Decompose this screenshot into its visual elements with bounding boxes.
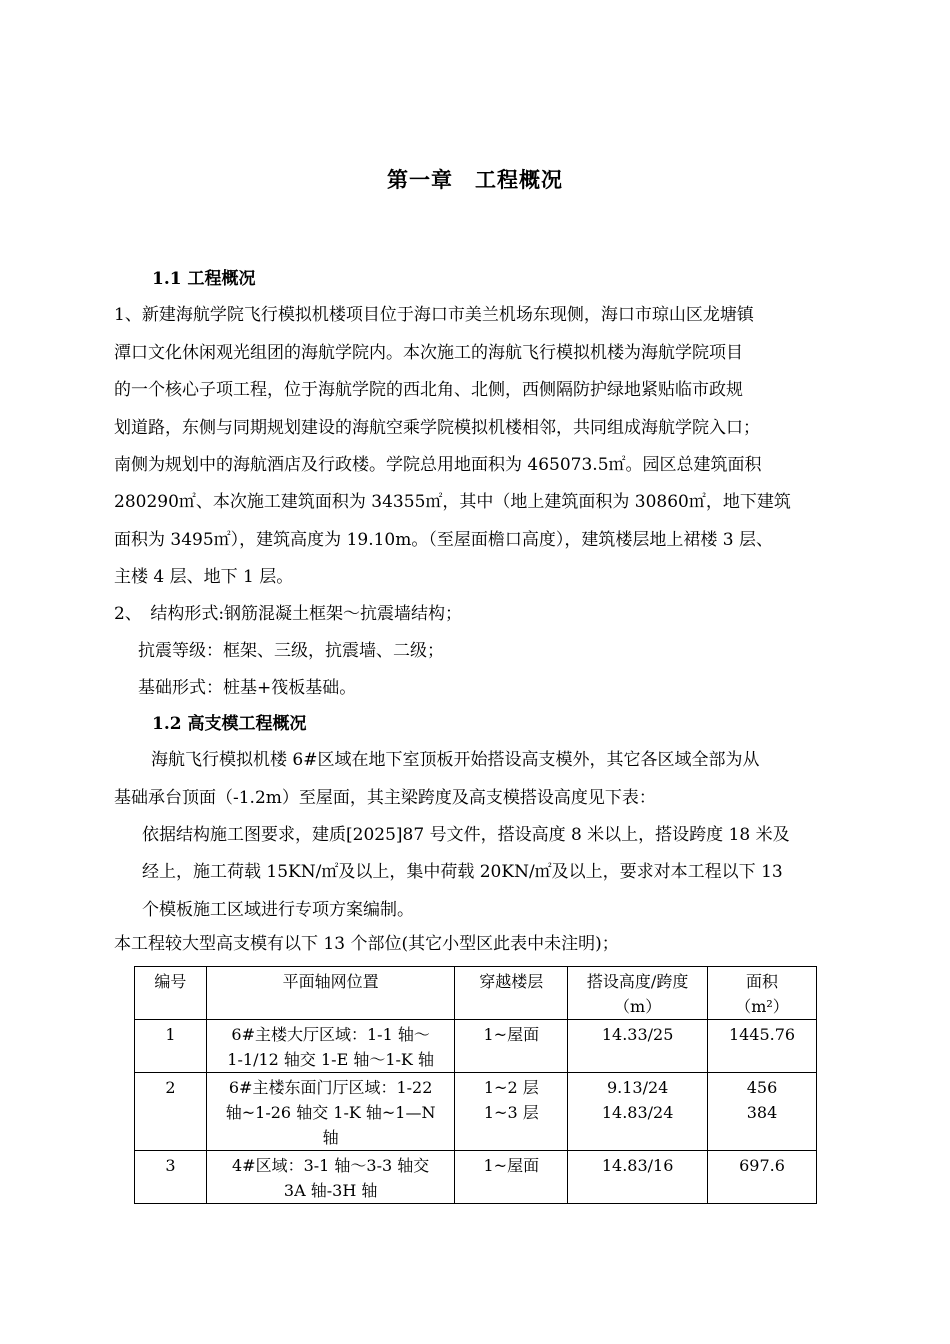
- table-row: [135, 1020, 817, 1073]
- table-cell: 1~屋面: [455, 1020, 568, 1073]
- table-intro: 本工程较大型高支模有以下 13 个部位(其它小型区此表中未注明)；: [114, 934, 619, 954]
- table-cell: 1: [135, 1020, 207, 1073]
- header-cell-height-span: 搭设高度/跨度 （m）: [568, 967, 708, 1020]
- paragraph-line: 1、新建海航学院飞行模拟机楼项目位于海口市美兰机场东现侧，海口市琼山区龙塘镇: [114, 305, 754, 325]
- paragraph-line: 基础承台顶面（-1.2m）至屋面，其主梁跨度及高支模搭设高度见下表：: [114, 788, 656, 808]
- table-cell: 9.13/24 14.83/24: [568, 1073, 708, 1151]
- table-cell: 1445.76: [708, 1020, 817, 1073]
- chapter-title: 第一章 工程概况: [387, 167, 563, 192]
- paragraph-line: 南侧为规划中的海航酒店及行政楼。学院总用地面积为 465073.5㎡。园区总建筑面积: [114, 455, 762, 475]
- paragraph-line: 经上，施工荷载 15KN/㎡及以上，集中荷载 20KN/㎡及以上，要求对本工程以下 13: [142, 862, 783, 882]
- table-cell: 1~屋面: [455, 1151, 568, 1204]
- formwork-table: [134, 966, 817, 1204]
- table-cell: 6#主楼东面门厅区域：1-22 轴~1-26 轴交 1-K 轴~1—N 轴: [206, 1073, 455, 1151]
- header-cell-floors: 穿越楼层: [455, 967, 568, 1020]
- table-row: [135, 1073, 817, 1151]
- header-cell-number: 编号: [135, 967, 207, 1020]
- header-cell-axis-location: 平面轴网位置: [206, 967, 455, 1020]
- table-cell: 697.6: [708, 1151, 817, 1204]
- paragraph-line: 依据结构施工图要求，建质[2025]87 号文件，搭设高度 8 米以上，搭设跨度 18 米及: [142, 825, 790, 845]
- table-cell: 456 384: [708, 1073, 817, 1151]
- paragraph-line: 海航飞行模拟机楼 6#区域在地下室顶板开始搭设高支模外，其它各区域全部为从: [151, 750, 760, 770]
- paragraph-line: 280290㎡、本次施工建筑面积为 34355㎡，其中（地上建筑面积为 30860㎡，地下建筑: [114, 492, 791, 512]
- header-cell-area: 面积 （m²）: [708, 967, 817, 1020]
- table-cell: 14.83/16: [568, 1151, 708, 1204]
- paragraph-line: 的一个核心子项工程，位于海航学院的西北角、北侧，西侧隔防护绿地紧贴临市政规: [114, 380, 743, 400]
- section-1-1-heading: 1.1 工程概况: [152, 269, 256, 289]
- table-cell: 6#主楼大厅区域：1-1 轴～ 1-1/12 轴交 1-E 轴～1-K 轴: [206, 1020, 455, 1073]
- seismic-line: 抗震等级：框架、三级，抗震墙、二级；: [138, 641, 444, 661]
- table-cell: 2: [135, 1073, 207, 1151]
- table-cell: 3: [135, 1151, 207, 1204]
- table-cell: 4#区域：3-1 轴～3-3 轴交 3A 轴-3H 轴: [206, 1151, 455, 1204]
- table-header-row: [135, 967, 817, 1020]
- foundation-line: 基础形式：桩基+筏板基础。: [138, 678, 357, 698]
- table-cell: 1~2 层 1~3 层: [455, 1073, 568, 1151]
- table-row: [135, 1151, 817, 1204]
- paragraph-line: 面积为 3495㎡），建筑高度为 19.10m。（至屋面檐口高度），建筑楼层地上裙楼 3 层、: [114, 530, 773, 550]
- table-cell: 14.33/25: [568, 1020, 708, 1073]
- paragraph-line: 划道路，东侧与同期规划建设的海航空乘学院模拟机楼相邻，共同组成海航学院入口；: [114, 418, 760, 438]
- paragraph-line: 潭口文化休闲观光组团的海航学院内。本次施工的海航飞行模拟机楼为海航学院项目: [114, 343, 743, 363]
- structure-line: 2、 结构形式:钢筋混凝土框架～抗震墙结构；: [114, 604, 463, 624]
- section-1-2-heading: 1.2 高支模工程概况: [152, 714, 307, 734]
- paragraph-line: 主楼 4 层、地下 1 层。: [114, 567, 294, 587]
- paragraph-line: 个模板施工区域进行专项方案编制。: [142, 900, 414, 920]
